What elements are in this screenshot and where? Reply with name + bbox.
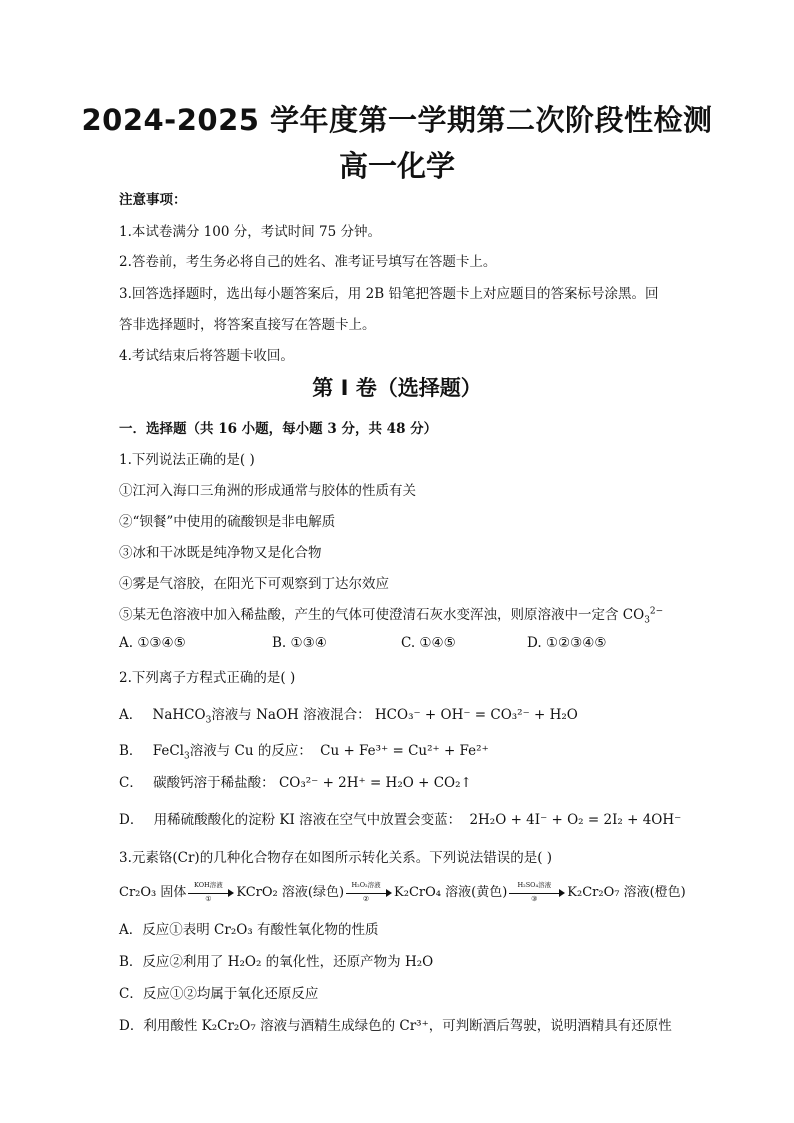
q3-arrow-1-num: ①: [205, 894, 212, 903]
q1-statement-5-text: ⑤某无色溶液中加入稀盐酸，产生的气体可使澄清石灰水变浑浊，则原溶液中一定含 CO: [119, 607, 645, 623]
q3-arrow-1-label: KOH溶液: [194, 880, 223, 889]
q3-option-d: D．利用酸性 K₂Cr₂O₇ 溶液与酒精生成绿色的 Cr³⁺，可判断酒后驾驶，说明酒精具有还原性: [119, 1018, 672, 1034]
q2-a-formula: [152, 707, 212, 726]
q2-b-label: B．: [119, 743, 143, 759]
notice-item-3-cont: 答非选择题时，将答案直接写在答题卡上。: [119, 317, 376, 333]
q3-option-a: A．反应①表明 Cr₂O₃ 有酸性氧化物的性质: [119, 922, 379, 938]
q2-a-label: A．: [119, 707, 143, 723]
q2-c-equation: CO₃²⁻ + 2H⁺ = H₂O + CO₂↑: [278, 775, 472, 791]
arrow-shaft: [509, 893, 560, 894]
exam-subject: 高一化学: [338, 149, 455, 183]
q3-arrow-3-num: ③: [531, 894, 538, 903]
q2-option-c: [119, 771, 472, 791]
q2-option-a: [119, 703, 578, 726]
q3-chain-s4: K₂Cr₂O₇ 溶液(橙色): [567, 885, 686, 900]
q3-arrow-2: [346, 880, 392, 903]
q2-option-b: [119, 739, 489, 762]
q1-statement-5: [119, 603, 664, 626]
q3-arrow-3: [509, 880, 565, 903]
notice-item-3: 3.回答选择题时，选出每小题答案后，用 2B 铅笔把答题卡上对应题目的答案标号涂黑。回: [119, 286, 659, 302]
q3-arrow-1: [188, 880, 234, 903]
q2-option-d: [119, 808, 681, 828]
q3-option-b: B．反应②利用了 H₂O₂ 的氧化性，还原产物为 H₂O: [119, 954, 434, 970]
q2-a-formula-sub: 3: [205, 715, 212, 726]
arrow-head-icon: [228, 889, 234, 897]
q2-b-equation: Cu + Fe³⁺ = Cu²⁺ + Fe²⁺: [320, 743, 489, 759]
q2-stem: 2.下列离子方程式正确的是( ): [119, 670, 296, 686]
q1-option-d: D. ①②③④⑤: [527, 635, 607, 651]
q2-a-equation: HCO₃⁻ + OH⁻ = CO₃²⁻ + H₂O: [374, 707, 578, 723]
q2-d-equation: 2H₂O + 4I⁻ + O₂ = 2I₂ + 4OH⁻: [469, 812, 682, 828]
q1-stem: 1.下列说法正确的是( ): [119, 452, 255, 468]
q2-d-text: 用稀硫酸酸化的淀粉 KI 溶液在空气中放置会变蓝：: [153, 812, 462, 828]
q1-option-b: B. ①③④: [272, 635, 327, 651]
exam-title: 2024-2025 学年度第一学期第二次阶段性检测: [81, 103, 713, 137]
notice-item-1: 1.本试卷满分 100 分，考试时间 75 分钟。: [119, 224, 381, 240]
section-heading: 一．选择题（共 16 小题，每小题 3 分，共 48 分）: [119, 421, 438, 437]
q3-arrow-2-label: H₂O₂溶液: [351, 880, 381, 889]
q3-stem: 3.元素铬(Cr)的几种化合物存在如图所示转化关系。下列说法错误的是( ): [119, 850, 553, 866]
notice-item-2: 2.答卷前，考生务必将自己的姓名、准考证号填写在答题卡上。: [119, 254, 497, 270]
q1-statement-5-sup: 2−: [649, 606, 664, 617]
q1-statement-3: ③冰和干冰既是纯净物又是化合物: [119, 545, 322, 561]
q2-a-formula-main: NaHCO: [152, 707, 206, 723]
q1-statement-2: ②“钡餐”中使用的硫酸钡是非电解质: [119, 514, 336, 530]
notice-heading: 注意事项：: [119, 192, 187, 208]
q2-b-formula-main: FeCl: [152, 743, 184, 759]
arrow-shaft: [188, 893, 229, 894]
arrow-head-icon: [559, 889, 565, 897]
q2-c-text: 碳酸钙溶于稀盐酸：: [153, 775, 275, 791]
q2-c-label: C．: [119, 775, 143, 791]
q1-statement-5-sub: 3: [644, 615, 650, 626]
q2-d-label: D．: [119, 812, 144, 828]
q3-arrow-3-label: H₂SO₄溶液: [517, 880, 552, 889]
notice-item-4: 4.考试结束后将答题卡收回。: [119, 348, 294, 364]
q2-b-formula: [152, 743, 190, 762]
section-title: 第 I 卷（选择题）: [312, 376, 482, 400]
q3-option-c: C．反应①②均属于氧化还原反应: [119, 986, 319, 1002]
q3-chain-s3: K₂CrO₄ 溶液(黄色): [394, 885, 508, 900]
arrow-shaft: [346, 893, 387, 894]
arrow-head-icon: [386, 889, 392, 897]
q2-b-text: 溶液与 Cu 的反应：: [189, 743, 312, 759]
q3-reaction-chain: [119, 880, 686, 903]
q2-a-text: 溶液与 NaOH 溶液混合：: [211, 707, 371, 723]
q1-statement-4: ④雾是气溶胶，在阳光下可观察到丁达尔效应: [119, 576, 389, 592]
q3-chain-s2: KCrO₂ 溶液(绿色): [236, 885, 345, 900]
q1-statement-1: ①江河入海口三角洲的形成通常与胶体的性质有关: [119, 483, 416, 499]
q2-b-formula-sub: 3: [183, 751, 190, 762]
q3-chain-s1: Cr₂O₃ 固体: [119, 885, 187, 900]
q1-option-c: C. ①④⑤: [401, 635, 456, 651]
q3-arrow-2-num: ②: [362, 894, 370, 903]
q1-option-a: A. ①③④⑤: [119, 635, 186, 651]
